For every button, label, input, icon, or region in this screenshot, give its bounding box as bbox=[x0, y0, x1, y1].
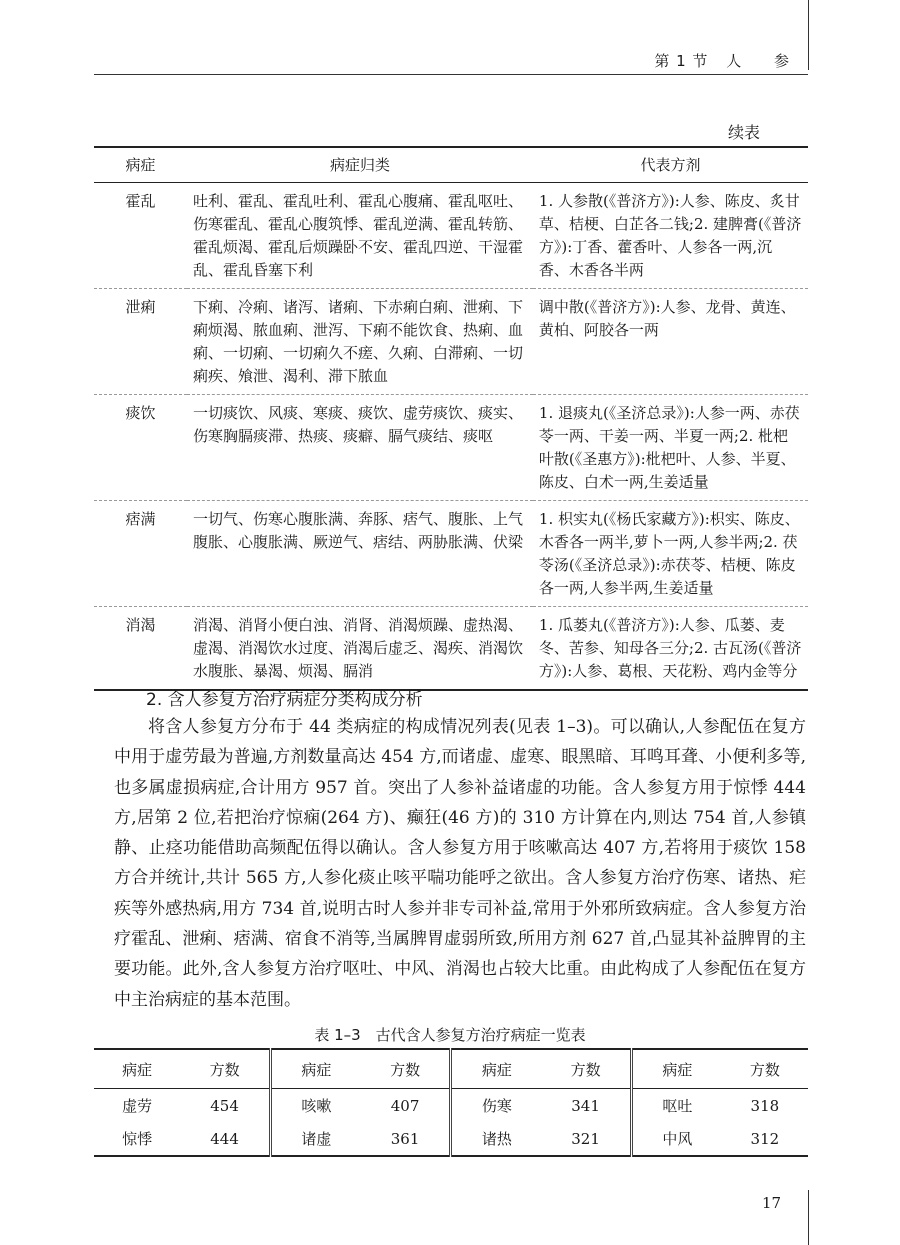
formula-table-header bbox=[94, 147, 808, 183]
count-cell: 341 bbox=[541, 1089, 631, 1123]
disease-cell: 伤寒 bbox=[481, 1097, 512, 1115]
table-row bbox=[94, 183, 808, 289]
count-cell: 444 bbox=[180, 1122, 270, 1156]
formula-cell: 1. 瓜蒌丸(《普济方》):人参、瓜蒌、麦冬、苦参、知母各三分;2. 古瓦汤(《普济方》):人参、葛根、天花粉、鸡内金等分 bbox=[533, 607, 808, 691]
classification-cell: 下痢、冷痢、诸泻、诸痢、下赤痢白痢、泄痢、下痢烦渴、脓血痢、泄泻、下痢不能饮食、热痢、血痢、一切痢、一切痢久不瘥、久痢、白滞痢、一切痢疾、飧泄、渴利、滞下脓血 bbox=[187, 289, 533, 395]
count-cell: 361 bbox=[361, 1122, 451, 1156]
table-row bbox=[94, 289, 808, 395]
footer-vertical-rule bbox=[808, 1190, 809, 1245]
disease-count-table bbox=[94, 1048, 808, 1157]
disease-cell: 中风 bbox=[631, 1122, 721, 1156]
formula-table bbox=[94, 146, 808, 691]
table-caption: 表 1–3 古代含人参复方治疗病症一览表 bbox=[314, 1026, 586, 1044]
disease-cell: 惊悸 bbox=[94, 1122, 180, 1156]
running-head-title-a: 人 bbox=[726, 52, 743, 70]
header-count: 方数 bbox=[722, 1049, 808, 1089]
disease-cell: 诸虚 bbox=[270, 1122, 360, 1156]
table-row bbox=[94, 395, 808, 501]
table-row bbox=[94, 607, 808, 691]
table-row bbox=[94, 1122, 808, 1156]
continued-label: 续表 bbox=[728, 123, 761, 142]
disease-cell: 痞满 bbox=[94, 501, 187, 607]
running-head-title-b: 参 bbox=[773, 52, 790, 70]
table-row bbox=[94, 1089, 808, 1123]
running-head bbox=[654, 50, 790, 71]
header-rule bbox=[94, 74, 808, 75]
count-cell: 312 bbox=[722, 1122, 808, 1156]
disease-cell: 呕吐 bbox=[662, 1097, 693, 1115]
classification-cell: 一切痰饮、风痰、寒痰、痰饮、虚劳痰饮、痰实、伤寒胸膈痰滞、热痰、痰癖、膈气痰结、痰呕 bbox=[187, 395, 533, 501]
header-formulas: 代表方剂 bbox=[533, 147, 808, 183]
disease-cell: 痰饮 bbox=[94, 395, 187, 501]
disease-cell: 诸热 bbox=[451, 1122, 541, 1156]
table-row bbox=[94, 501, 808, 607]
section-heading: 2. 含人参复方治疗病症分类构成分析 bbox=[146, 690, 423, 710]
disease-cell: 虚劳 bbox=[122, 1097, 153, 1115]
header-count: 方数 bbox=[180, 1049, 270, 1089]
classification-cell: 吐利、霍乱、霍乱吐利、霍乱心腹痛、霍乱呕吐、伤寒霍乱、霍乱心腹筑悸、霍乱逆满、霍乱转筋、霍乱烦渴、霍乱后烦躁卧不安、霍乱四逆、干湿霍乱、霍乱昏塞下利 bbox=[193, 192, 524, 279]
disease-cell: 霍乱 bbox=[125, 192, 156, 210]
formula-cell: 调中散(《普济方》):人参、龙骨、黄连、黄柏、阿胶各一两 bbox=[533, 289, 808, 395]
formula-cell: 1. 枳实丸(《杨氏家藏方》):枳实、陈皮、木香各一两半,萝卜一两,人参半两;2. 茯苓汤(《圣济总录》):赤茯苓、桔梗、陈皮各一两,人参半两,生姜适量 bbox=[533, 501, 808, 607]
disease-cell: 泄痢 bbox=[94, 289, 187, 395]
disease-cell: 消渴 bbox=[94, 607, 187, 691]
header-disease: 病症 bbox=[270, 1049, 360, 1089]
header-vertical-rule bbox=[808, 0, 809, 70]
header-disease: 病症 bbox=[631, 1049, 721, 1089]
running-head-section: 第 1 节 bbox=[654, 52, 709, 70]
page-number: 17 bbox=[762, 1194, 782, 1212]
classification-cell: 消渴、消肾小便白浊、消肾、消渴烦躁、虚热渴、虚渴、消渴饮水过度、消渴后虚乏、渴疾、消渴饮水腹胀、暴渴、烦渴、膈消 bbox=[187, 607, 533, 691]
count-cell: 318 bbox=[750, 1096, 780, 1115]
formula-cell: 1. 人参散(《普济方》):人参、陈皮、炙甘草、桔梗、白芷各二钱;2. 建脾膏(《普济方》):丁香、藿香叶、人参各一两,沉香、木香各半两 bbox=[538, 192, 802, 279]
body-paragraph: 将含人参复方分布于 44 类病症的构成情况列表(见表 1–3)。可以确认,人参配伍在复方中用于虚劳最为普遍,方剂数量高达 454 方,而诸虚、虚寒、眼黑暗、耳鸣耳聋、小便利多等,也多属虚损病症,合计用方 957 首。突出了人参补益诸虚的功能。含人参复方用于惊悸 444 方,居第 2 位,若把治疗惊痫(264 方)、癫狂(46 方)的 310 方计算在内,则达 754 首,人参镇静、止痉功能借助高频配伍得以确认。含人参复方用于咳嗽高达 407 方,若将用于痰饮 158 方合并统计,共计 565 方,人参化痰止咳平喘功能呼之欲出。含人参复方治疗伤寒、诸热、疟疾等外感热病,用方 734 首,说明古时人参并非专司补益,常用于外邪所致病症。含人参复方治疗霍乱、泄痢、痞满、宿食不消等,当属脾胃虚弱所致,所用方剂 627 首,凸显其补益脾胃的主要功能。此外,含人参复方治疗呕吐、中风、消渴也占较大比重。由此构成了人参配伍在复方中主治病症的基本范围。 bbox=[114, 717, 806, 1010]
header-disease: 病症 bbox=[451, 1049, 541, 1089]
count-cell: 321 bbox=[541, 1122, 631, 1156]
header-count: 方数 bbox=[541, 1049, 631, 1089]
disease-cell: 咳嗽 bbox=[301, 1097, 332, 1115]
classification-cell: 一切气、伤寒心腹胀满、奔豚、痞气、腹胀、上气腹胀、心腹胀满、厥逆气、痞结、两胁胀满、伏梁 bbox=[187, 501, 533, 607]
formula-cell: 1. 退痰丸(《圣济总录》):人参一两、赤茯苓一两、干姜一两、半夏一两;2. 枇杷叶散(《圣惠方》):枇杷叶、人参、半夏、陈皮、白术一两,生姜适量 bbox=[533, 395, 808, 501]
header-classification: 病症归类 bbox=[187, 147, 533, 183]
count-cell: 407 bbox=[361, 1089, 451, 1123]
header-disease: 病症 bbox=[94, 147, 187, 183]
header-count: 方数 bbox=[361, 1049, 451, 1089]
count-table-header bbox=[94, 1049, 808, 1089]
count-cell: 454 bbox=[180, 1089, 270, 1123]
header-disease: 病症 bbox=[94, 1049, 180, 1089]
